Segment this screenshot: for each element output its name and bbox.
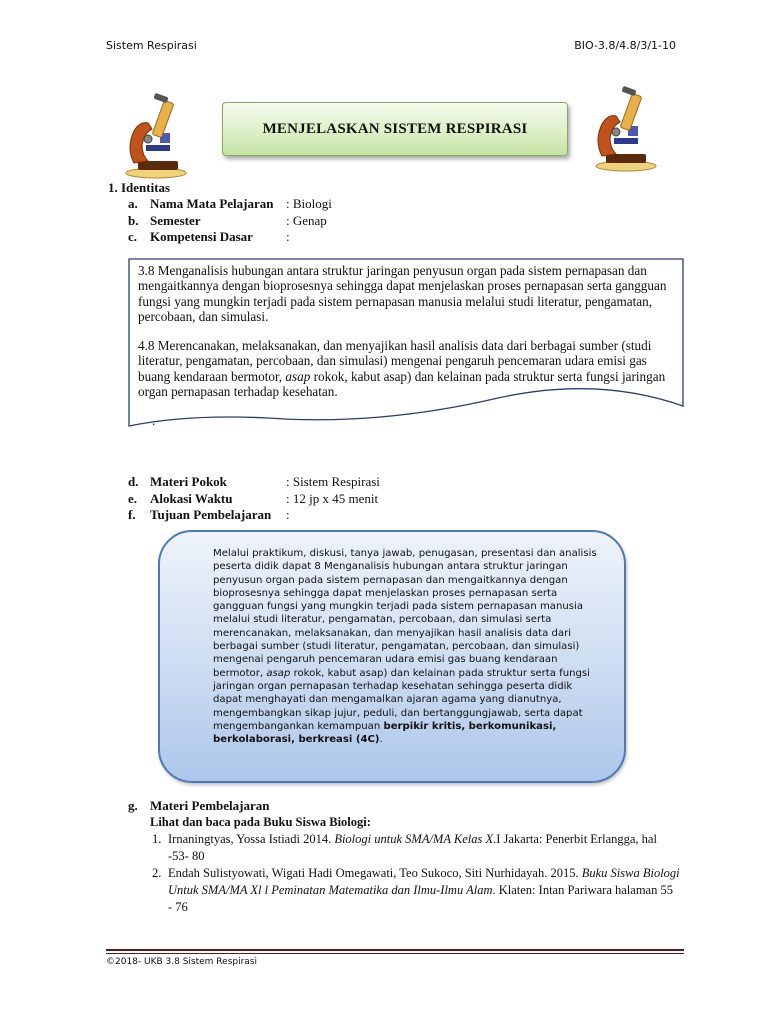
kd-dot: . xyxy=(152,413,156,428)
microscope-icon xyxy=(124,93,194,179)
reference-item xyxy=(152,865,680,916)
row-label: Nama Mata Pelajaran xyxy=(150,196,274,211)
materi-heading xyxy=(128,798,269,814)
ref-authors: Endah Sulistyowati, Wigati Hadi Omegawati, Teo Sukoco, Siti Nurhidayah. 2015. xyxy=(168,866,582,880)
row-label: Semester xyxy=(150,213,201,228)
ref-title: Buku Siswa Biologi Untuk SMA/MA Xl l Peminatan Matematika dan Ilmu-Ilmu Alam xyxy=(168,866,680,897)
footer-text: ©2018- UKB 3.8 Sistem Respirasi xyxy=(106,957,258,967)
tujuan-part: rokok, kabut asap) dan kelainan pada struktur serta fungsi jaringan organ pernapasan terhadap kesehatan sehingga peserta didik dapat menghayati dan mengamalkan ajaran agama yang dianutnya, mengembangkan sikap jujur, peduli, dan bertanggungjawab, serta dapat mengembangankan kemampuan xyxy=(213,667,590,732)
kd-4-8 xyxy=(138,338,678,400)
page-title: MENJELASKAN SISTEM RESPIRASI xyxy=(222,102,568,156)
kompetensi-box xyxy=(128,258,684,434)
kd-4-8-part: 4.8 Merencanakan, melaksanakan, dan menyajikan hasil analisis data dari berbagai sumber (studi literatur, pengamatan, percobaan, dan simulasi) mengenai pengaruh pencemaran udara emisi gas buang kendaraan bermotor, xyxy=(138,338,652,384)
row-label: Materi Pembelajaran xyxy=(150,798,270,813)
row-value: : Biologi xyxy=(286,196,332,211)
row-letter: f. xyxy=(128,507,136,522)
ref-text xyxy=(168,865,680,916)
identity-row xyxy=(128,491,378,507)
row-label: Materi Pokok xyxy=(150,474,227,489)
tujuan-box xyxy=(158,530,626,783)
row-label: Tujuan Pembelajaran xyxy=(150,507,272,522)
identity-row xyxy=(128,229,290,245)
tujuan-part: Melalui praktikum, diskusi, tanya jawab, penugasan, presentasi dan analisis peserta didik dapat 8 Menganalisis hubungan antara struktur jaringan penyusun organ pada sistem pernapasan dan mengaitkannya dengan bioprosesnya sehingga dapat menjelaskan proses pernapasan serta gangguan fungsi yang mungkin terjadi pada sistem pernapasan manusia melalui studi literatur, pengamatan, percobaan, dan simulasi serta merencanakan, melaksanakan, dan menyajikan hasil analisis data dari berbagai sumber (studi literatur, pengamatan, percobaan, dan simulasi) mengenai pengaruh pencemaran udara emisi gas buang kendaraan bermotor, xyxy=(213,548,597,679)
ref-authors: Irnaningtyas, Yossa Istiadi 2014. xyxy=(168,832,335,846)
identity-row xyxy=(128,213,327,229)
row-value: : xyxy=(286,507,290,522)
tujuan-text xyxy=(213,547,597,746)
tujuan-end: . xyxy=(379,734,383,746)
row-letter: g. xyxy=(128,798,138,813)
ref-number: 1. xyxy=(152,832,162,846)
header-right: BIO-3.8/4.8/3/1-10 xyxy=(574,39,676,52)
ref-text xyxy=(168,831,680,865)
row-letter: e. xyxy=(128,491,138,506)
kd-3-8: 3.8 Menganalisis hubungan antara struktur jaringan penyusun organ pada sistem pernapasan dan mengaitkannya dengan bioprosesnya sehingga dapat menjelaskan proses pernapasan serta gangguan fungsi yang mungkin terjadi pada sistem pernapasan manusia melalui studi literatur, pengamatan, percobaan, dan simulasi. xyxy=(138,263,667,325)
ref-number: 2. xyxy=(152,866,162,880)
row-label: Alokasi Waktu xyxy=(150,491,233,506)
identity-row xyxy=(128,507,290,523)
materi-subheading: Lihat dan baca pada Buku Siswa Biologi: xyxy=(150,815,371,829)
row-value: : Genap xyxy=(286,213,327,228)
tujuan-italic: asap xyxy=(266,667,291,679)
row-value: : Sistem Respirasi xyxy=(286,474,380,489)
ref-publisher: .I Jakarta: Penerbit Erlangga, hal -53- 80 xyxy=(168,832,657,863)
identity-row xyxy=(128,474,380,490)
kd-4-8-italic: asap xyxy=(285,368,311,384)
footer-divider xyxy=(106,953,684,954)
ref-publisher: . Klaten: Intan Pariwara halaman 55 - 76 xyxy=(168,883,673,914)
row-label: Kompetensi Dasar xyxy=(150,229,253,244)
row-letter: d. xyxy=(128,474,139,489)
section-heading: 1. Identitas xyxy=(108,180,171,195)
row-value: : xyxy=(286,229,290,244)
row-letter: a. xyxy=(128,196,138,211)
header-left: Sistem Respirasi xyxy=(106,39,197,52)
row-value: : 12 jp x 45 menit xyxy=(286,491,379,506)
ref-title: Biologi untuk SMA/MA Kelas X xyxy=(334,832,494,846)
footer-divider xyxy=(106,949,684,951)
row-letter: c. xyxy=(128,229,138,244)
identity-row xyxy=(128,196,332,212)
reference-item xyxy=(152,831,680,865)
tujuan-bold: berpikir kritis, berkomunikasi, berkolaborasi, berkreasi (4C) xyxy=(213,720,557,746)
microscope-icon xyxy=(590,86,660,172)
row-letter: b. xyxy=(128,213,139,228)
kd-4-8-part: rokok, kabut asap) dan kelainan pada struktur serta fungsi jaringan organ pernapasan terhadap kesehatan. xyxy=(138,368,666,400)
